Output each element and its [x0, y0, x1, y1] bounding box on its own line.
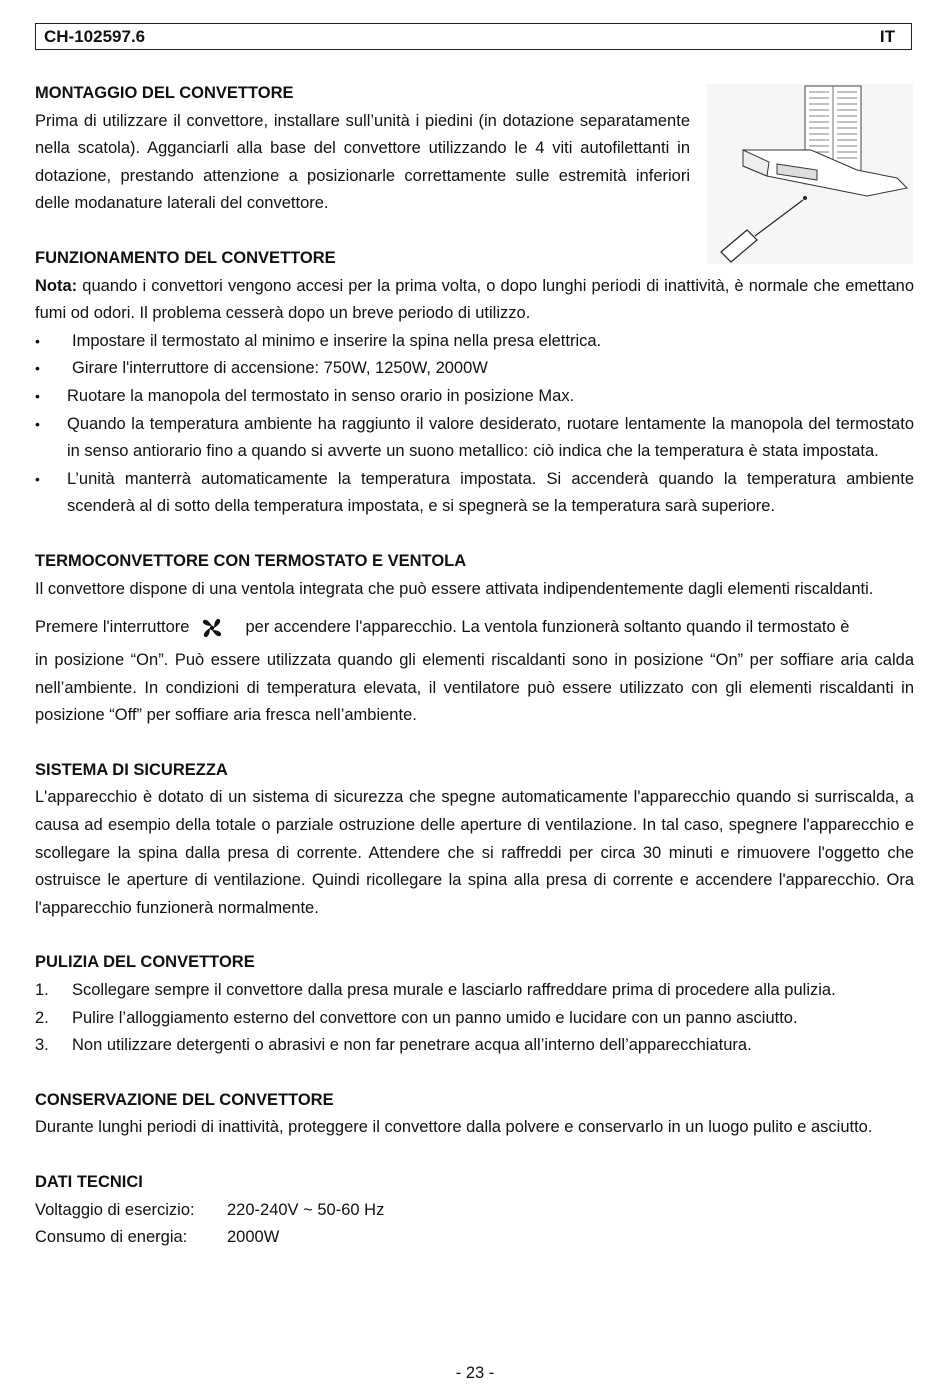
- list-item: • Girare l'interruttore di accensione: 750W, 1250W, 2000W: [35, 355, 914, 383]
- tech-spec-label: Consumo di energia:: [35, 1228, 188, 1247]
- section-text: Durante lunghi periodi di inattività, proteggere il convettore dalla polvere e conservarlo in un luogo pulito e asciutto.: [35, 1118, 873, 1137]
- fan-line-text-end: per accendere l'apparecchio. La ventola funzionerà soltanto quando il termostato è: [245, 618, 850, 637]
- list-item-text: Non utilizzare detergenti o abrasivi e non far penetrare acqua all’interno dell’apparecchiatura.: [72, 1036, 752, 1055]
- fan-line-text-start: Premere l'interruttore: [35, 618, 190, 637]
- list-item: • Quando la temperatura ambiente ha raggiunto il valore desiderato, ruotare lentamente la manopola del termostato in senso antiorario fino a quando si avverte un suono metallico: ciò indica che la temperatura è stata impostata.: [35, 411, 914, 466]
- section-text: Il convettore dispone di una ventola integrata che può essere attivata indipendentemente dagli elementi riscaldanti.: [35, 579, 874, 598]
- section-title: PULIZIA DEL CONVETTORE: [35, 953, 255, 972]
- section-conservazione: [35, 1087, 914, 1142]
- list-item-text: Scollegare sempre il convettore dalla presa murale e lasciarlo raffreddare prima di procedere alla pulizia.: [72, 981, 836, 1000]
- section-title: TERMOCONVETTORE CON TERMOSTATO E VENTOLA: [35, 551, 467, 570]
- tech-spec-value: 220-240V ~ 50-60 Hz: [227, 1200, 385, 1219]
- section-text: L'apparecchio è dotato di un sistema di sicurezza che spegne automaticamente l'apparecchio quando si surriscalda, a causa ad esempio della totale o parziale ostruzione delle aperture di ventilazione. In tal caso, spegnere l'apparecchio e scollegare la spina dalla presa di corrente. Attendere che si raffreddi per circa 30 minuti e rimuovere l'oggetto che ostruisce le aperture di ventilazione. Quindi ricollegare la spina alla presa di corrente e accendere l'apparecchio. Ora l'apparecchio funzionerà normalmente.: [35, 788, 914, 917]
- fan-switch-line: [35, 609, 914, 647]
- language-code: IT: [879, 26, 895, 46]
- numbered-list: [35, 977, 914, 1060]
- list-number: 3.: [35, 1036, 49, 1055]
- document-body: [35, 80, 914, 1279]
- section-termoconvettore: [35, 548, 914, 730]
- section-dati-tecnici: [35, 1169, 914, 1252]
- fan-icon: [199, 615, 225, 641]
- section-montaggio: [35, 80, 914, 218]
- bullet-list: [35, 328, 914, 521]
- document-code: CH-102597.6: [44, 26, 146, 46]
- list-item-text: Pulire l’alloggiamento esterno del convettore con un panno umido e lucidare con un panno asciutto.: [72, 1008, 798, 1027]
- section-text: Prima di utilizzare il convettore, installare sull’unità i piedini (in dotazione separatamente nella scatola). Agganciarli alla base del convettore utilizzando le 4 viti autofilettanti in dotazione, prestando attenzione a posizionarle correttamente sulle estremità inferiori delle modanature laterali del convettore.: [35, 111, 690, 213]
- tech-spec-value: 2000W: [227, 1228, 280, 1247]
- section-title: DATI TECNICI: [35, 1173, 143, 1191]
- section-text: in posizione “On”. Può essere utilizzata quando gli elementi riscaldanti sono in posizione “On” per soffiare aria calda nell’ambiente. In condizioni di temperatura elevata, il ventilatore può essere utilizzato con gli elementi riscaldanti in posizione “Off” per soffiare aria fresca nell’ambiente.: [35, 651, 914, 725]
- list-item: • Impostare il termostato al minimo e inserire la spina nella presa elettrica.: [35, 328, 914, 356]
- document-header: [35, 23, 912, 50]
- tech-spec-row: [35, 1197, 914, 1225]
- section-sicurezza: [35, 757, 914, 923]
- list-number: 2.: [35, 1008, 49, 1027]
- section-title: FUNZIONAMENTO DEL CONVETTORE: [35, 248, 336, 267]
- list-item: • L’unità manterrà automaticamente la temperatura impostata. Si accenderà quando la temperatura ambiente scenderà al di sotto della temperatura impostata, e si spegnerà se la temperatura sarà superiore.: [35, 466, 914, 521]
- note-text: quando i convettori vengono accesi per la prima volta, o dopo lunghi periodi di inattività, è normale che emettano fumi od odori. Il problema cesserà dopo un breve periodo di utilizzo.: [35, 276, 914, 323]
- list-item: [35, 977, 914, 1005]
- list-item: • Ruotare la manopola del termostato in senso orario in posizione Max.: [35, 383, 914, 411]
- note-label: Nota:: [35, 276, 78, 295]
- tech-spec-row: [35, 1224, 914, 1252]
- section-title: CONSERVAZIONE DEL CONVETTORE: [35, 1090, 334, 1109]
- section-pulizia: [35, 949, 914, 1059]
- list-number: 1.: [35, 981, 49, 1000]
- section-title: MONTAGGIO DEL CONVETTORE: [35, 84, 294, 102]
- section-funzionamento: [35, 245, 914, 521]
- page-number: - 23 -: [455, 1364, 495, 1382]
- tech-spec-label: Voltaggio di esercizio:: [35, 1200, 195, 1219]
- list-item: [35, 1005, 914, 1033]
- list-item: [35, 1032, 914, 1060]
- section-title: SISTEMA DI SICUREZZA: [35, 760, 228, 779]
- note-paragraph: [35, 273, 914, 328]
